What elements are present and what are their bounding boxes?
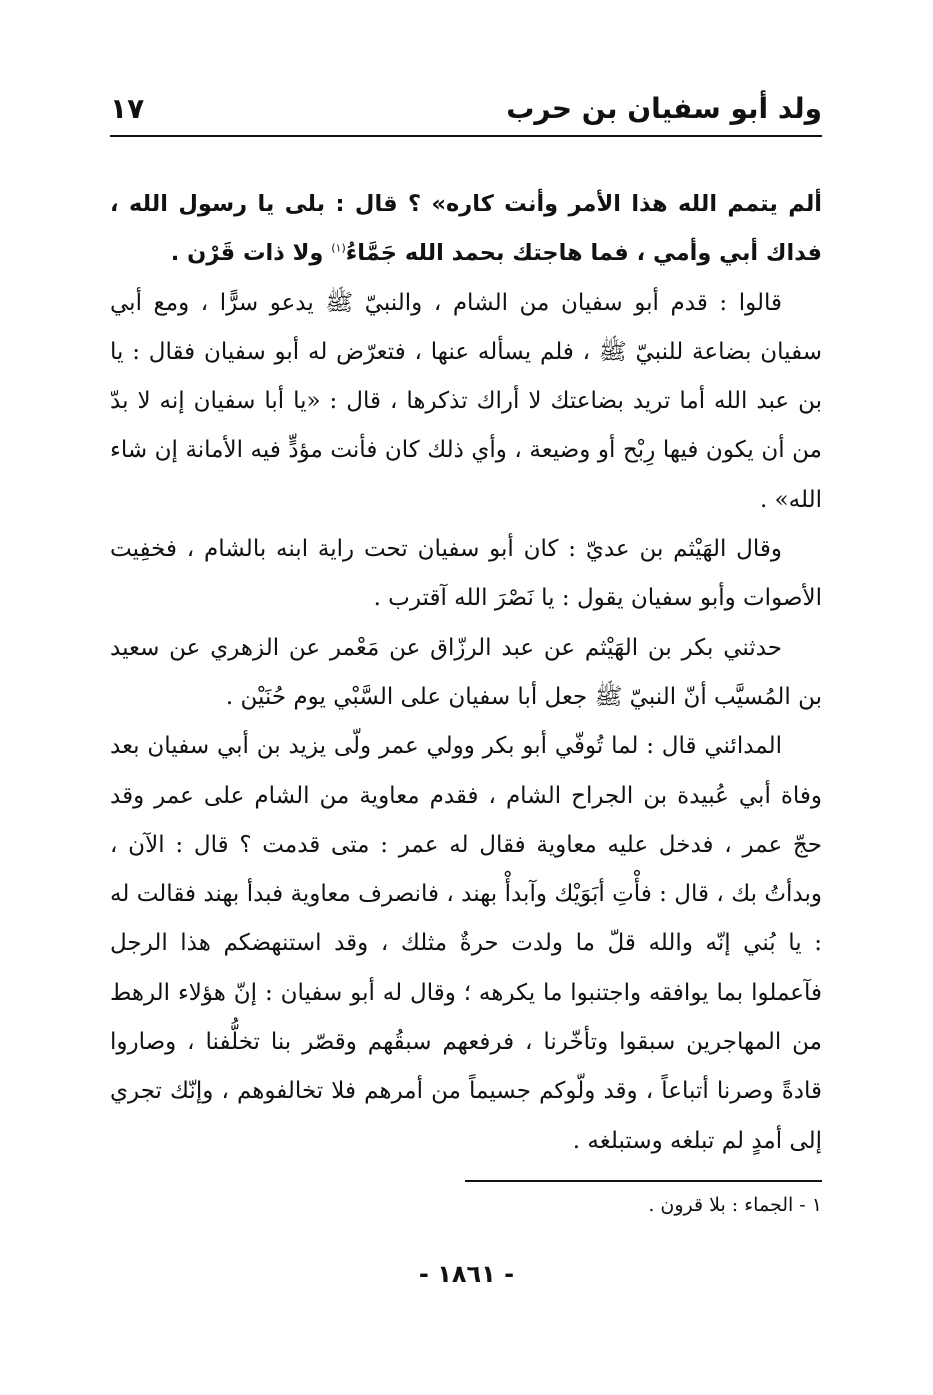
footnote-1: ١ - الجماء : بلا قرون . (648, 1194, 822, 1216)
paragraph-1-text: ألم يتمم الله هذا الأمر وأنت كاره» ؟ قال : بلى يا رسول الله ، فداك أبي وأمي ، فما هاجتك بحمد الله جَمَّاءُ (110, 191, 822, 267)
running-header (110, 88, 822, 128)
paragraph-1 (110, 180, 822, 279)
paragraph-2: قالوا : قدم أبو سفيان من الشام ، والنبيّ ﷺ يدعو سرًّا ، ومع أبي سفيان بضاعة للنبيّ ﷺ ، فلم يسأله عنها ، فتعرّض له أبو سفيان فقال : يا بن عبد الله أما تريد بضاعتك لا أراك تذكرها ، قال : «يا أبا سفيان إنه لا بدّ من أن يكون فيها رِبْح أو وضيعة ، وأي ذلك كان فأنت مؤدٍّ فيه الأمانة إن شاء الله» . (110, 289, 822, 513)
paragraph-1-tail: ولا ذات قَرْن . (170, 240, 332, 267)
main-text (110, 180, 822, 1166)
header-rule (110, 135, 822, 137)
paragraph-4: حدثني بكر بن الهَيْثم عن عبد الرزّاق عن مَعْمر عن الزهري عن سعيد بن المُسيَّب أنّ النبيّ ﷺ جعل أبا سفيان على السَّبْي يوم حُنَيْن . (110, 634, 822, 710)
footnote-marker: (١) (331, 241, 346, 255)
paragraph-3: وقال الهَيْثم بن عديّ : كان أبو سفيان تحت راية ابنه بالشام ، فخفِيت الأصوات وأبو سفيان يقول : يا نَصْرَ الله آقترب . (110, 536, 822, 612)
chapter-number: ١٧ (110, 91, 145, 125)
paragraph-5: المدائني قال : لما تُوفّي أبو بكر وولي عمر ولّى يزيد بن أبي سفيان بعد وفاة أبي عُبيدة بن الجراح الشام ، فقدم معاوية من الشام على عمر وقد حجّ عمر ، فدخل عليه معاوية فقال له عمر : متى قدمت ؟ قال : الآن ، وبدأتُ بك ، قال : فأْتِ أبَوَيْك وآبدأْ بهند ، فانصرف معاوية فبدأ بهند فقالت له : يا بُني إنّه والله قلّ ما ولدت حرةٌ مثلك ، وقد استنهضكم هذا الرجل فآعملوا بما يوافقه واجتنبوا ما يكرهه ؛ وقال له أبو سفيان : إنّ هؤلاء الرهط من المهاجرين سبقوا وتأخّرنا ، فرفعهم سبقُهم وقصّر بنا تخلُّفنا ، وصاروا قادةً وصرنا أتباعاً ، وقد ولّوكم جسيماً من أمرهم فلا تخالفوهم ، وإنّك تجري إلى أمدٍ لم تبلغه وستبلغه . (110, 733, 822, 1154)
running-title: ولد أبو سفيان بن حرب (506, 91, 822, 125)
page-number: - ١٨٦١ - (418, 1260, 515, 1288)
footnote-rule (465, 1180, 822, 1182)
